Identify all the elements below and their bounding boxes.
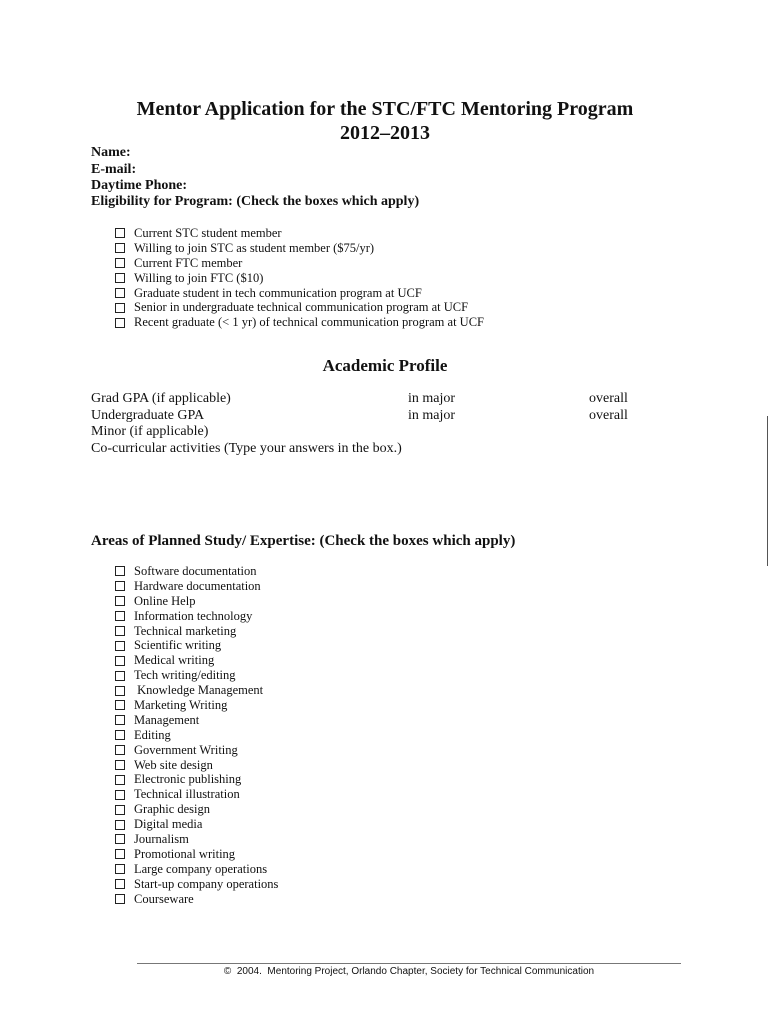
- minor-label: Minor (if applicable): [91, 424, 209, 439]
- academic-profile-heading: Academic Profile: [322, 356, 448, 375]
- checkbox[interactable]: [115, 879, 125, 889]
- checkbox[interactable]: [115, 273, 125, 283]
- undergrad-overall-label: overall: [589, 407, 628, 423]
- area-option: [115, 579, 278, 594]
- grad-gpa-label: Grad GPA (if applicable): [91, 391, 231, 406]
- checkbox[interactable]: [115, 686, 125, 696]
- area-option: [115, 698, 278, 713]
- area-option: [115, 862, 278, 877]
- checkbox[interactable]: [115, 611, 125, 621]
- option-label: Graphic design: [134, 802, 211, 817]
- option-label: Information technology: [134, 608, 253, 623]
- option-label: Senior in undergraduate technical communication program at UCF: [134, 300, 469, 315]
- eligibility-option: [115, 256, 484, 271]
- area-option: [115, 713, 278, 728]
- area-option: [115, 877, 278, 892]
- area-option: [115, 817, 278, 832]
- area-option: [115, 683, 278, 698]
- checkbox[interactable]: [115, 805, 125, 815]
- footer-copyright: © 2004. Mentoring Project, Orlando Chapter, Society for Technical Communication: [223, 966, 595, 977]
- eligibility-option: [115, 286, 484, 301]
- name-label: Name:: [91, 145, 131, 160]
- eligibility-option: [115, 271, 484, 286]
- eligibility-option: [115, 315, 484, 330]
- checkbox[interactable]: [115, 318, 125, 328]
- area-option: [115, 802, 278, 817]
- option-label: Electronic publishing: [134, 772, 242, 787]
- area-option: [115, 847, 278, 862]
- checkbox[interactable]: [115, 745, 125, 755]
- area-option: [115, 892, 278, 907]
- area-option: [115, 758, 278, 773]
- option-label: Management: [134, 712, 200, 727]
- page-edge-line: [767, 416, 768, 566]
- option-label: Tech writing/editing: [134, 668, 236, 683]
- checkbox[interactable]: [115, 626, 125, 636]
- option-label: Current FTC member: [134, 255, 243, 270]
- option-label: Medical writing: [134, 653, 215, 668]
- area-option: [115, 564, 278, 579]
- areas-checklist: [115, 564, 278, 906]
- undergrad-gpa-label: Undergraduate GPA: [91, 407, 205, 423]
- eligibility-label-text: Eligibility for Program:: [91, 194, 233, 209]
- option-label: Journalism: [134, 832, 189, 847]
- option-label: Software documentation: [134, 564, 257, 578]
- footer-divider: [137, 963, 681, 964]
- grad-overall-label: overall: [589, 391, 628, 406]
- grad-in-major-label: in major: [408, 391, 456, 406]
- option-label: Technical illustration: [134, 787, 240, 802]
- option-label: Web site design: [134, 757, 213, 772]
- area-option: [115, 787, 278, 802]
- option-label: Recent graduate (< 1 yr) of technical communication program at UCF: [134, 315, 484, 330]
- undergrad-in-major-label: in major: [408, 407, 456, 423]
- eligibility-label: [91, 194, 419, 210]
- checkbox[interactable]: [115, 671, 125, 681]
- checkbox[interactable]: [115, 243, 125, 253]
- area-option: [115, 594, 278, 609]
- checkbox[interactable]: [115, 581, 125, 591]
- area-option: [115, 772, 278, 787]
- option-label: Scientific writing: [134, 638, 222, 653]
- checkbox[interactable]: [115, 228, 125, 238]
- checkbox[interactable]: [115, 894, 125, 904]
- checkbox[interactable]: [115, 760, 125, 770]
- area-option: [115, 624, 278, 639]
- option-label: Editing: [134, 727, 171, 742]
- area-option: [115, 668, 278, 683]
- option-label: Large company operations: [134, 861, 268, 876]
- option-label: Courseware: [134, 891, 194, 906]
- eligibility-option: [115, 226, 484, 241]
- option-label: Graduate student in tech communication program at UCF: [134, 285, 422, 300]
- checkbox[interactable]: [115, 288, 125, 298]
- option-label: Knowledge Management: [134, 683, 264, 698]
- option-label: Marketing Writing: [134, 698, 228, 713]
- checkbox[interactable]: [115, 641, 125, 651]
- area-option: [115, 638, 278, 653]
- area-option: [115, 653, 278, 668]
- area-option: [115, 743, 278, 758]
- area-option: [115, 609, 278, 624]
- checkbox[interactable]: [115, 849, 125, 859]
- option-label: Promotional writing: [134, 846, 236, 861]
- option-label: Government Writing: [134, 742, 238, 757]
- area-option: [115, 832, 278, 847]
- eligibility-note: (Check the boxes which apply): [236, 194, 420, 209]
- daytime-phone-label: Daytime Phone:: [91, 178, 188, 193]
- email-label: E-mail:: [91, 162, 137, 177]
- option-label: Willing to join FTC ($10): [134, 270, 264, 285]
- cocurricular-label: Co-curricular activities (Type your answers in the box.): [91, 440, 402, 456]
- areas-heading: Areas of Planned Study/ Expertise: (Check the boxes which apply): [91, 533, 516, 549]
- option-label: Hardware documentation: [134, 578, 261, 593]
- form-year: 2012–2013: [340, 122, 430, 144]
- checkbox[interactable]: [115, 258, 125, 268]
- option-label: Digital media: [134, 817, 203, 832]
- checkbox[interactable]: [115, 864, 125, 874]
- eligibility-option: [115, 241, 484, 256]
- eligibility-checklist: [115, 226, 484, 330]
- eligibility-option: [115, 300, 484, 315]
- checkbox[interactable]: [115, 700, 125, 710]
- checkbox[interactable]: [115, 790, 125, 800]
- option-label: Technical marketing: [134, 623, 237, 638]
- checkbox[interactable]: [115, 596, 125, 606]
- checkbox[interactable]: [115, 775, 125, 785]
- checkbox[interactable]: [115, 834, 125, 844]
- option-label: Start-up company operations: [134, 876, 279, 891]
- checkbox[interactable]: [115, 820, 125, 830]
- option-label: Online Help: [134, 593, 196, 608]
- checkbox[interactable]: [115, 566, 125, 576]
- checkbox[interactable]: [115, 730, 125, 740]
- option-label: Willing to join STC as student member ($75/yr): [134, 240, 375, 255]
- checkbox[interactable]: [115, 715, 125, 725]
- checkbox[interactable]: [115, 303, 125, 313]
- checkbox[interactable]: [115, 656, 125, 666]
- form-title: Mentor Application for the STC/FTC Mentoring Program: [136, 98, 634, 120]
- option-label: Current STC student member: [134, 226, 282, 240]
- area-option: [115, 728, 278, 743]
